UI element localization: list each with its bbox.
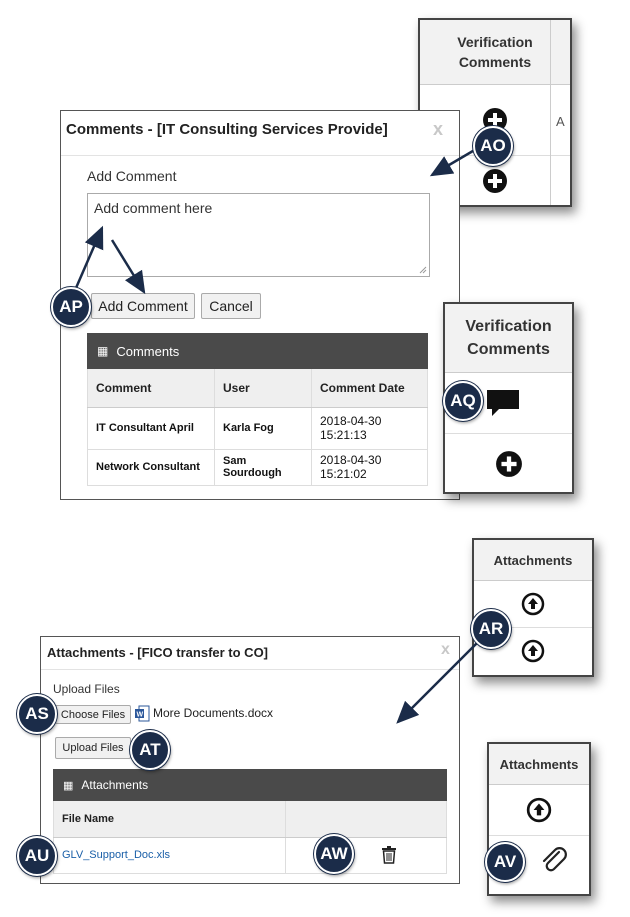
column-header: File Name (54, 801, 286, 837)
comment-cell: IT Consultant April (88, 407, 215, 449)
panel-title: Attachments (81, 778, 149, 792)
table-grid-icon: ▦ (63, 779, 74, 792)
panel-title: Comments (116, 343, 180, 359)
table-grid-icon: ▦ (97, 344, 109, 358)
date-cell: 2018-04-30 15:21:02 (312, 449, 428, 485)
verification-comments-header: Verification Comments (465, 318, 552, 358)
close-icon[interactable]: x (433, 119, 444, 139)
upload-files-button[interactable]: Upload Files (55, 737, 131, 759)
add-comment-button[interactable]: Add Comment (91, 293, 195, 319)
svg-text:W: W (136, 711, 144, 719)
callout-aw: AW (314, 834, 354, 874)
verification-comments-header: Verification Comments (457, 34, 533, 70)
attachments-header: Attachments (493, 552, 573, 568)
column-header: Comment (88, 369, 215, 407)
attachments-header: Attachments (499, 756, 579, 772)
callout-ap: AP (51, 287, 91, 327)
close-icon[interactable]: x (441, 641, 450, 658)
choose-files-button[interactable]: Choose Files (55, 705, 131, 724)
callout-ar: AR (471, 609, 511, 649)
cancel-button[interactable]: Cancel (201, 293, 261, 319)
textarea-text: Add comment here (94, 200, 213, 216)
callout-at: AT (130, 730, 170, 770)
callout-as: AS (17, 694, 57, 734)
add-comment-label: Add Comment (87, 168, 177, 184)
dialog-title: Attachments - [FICO transfer to CO] (47, 645, 269, 660)
user-cell: Karla Fog (215, 407, 312, 449)
column-header: User (215, 369, 312, 407)
callout-av: AV (485, 842, 525, 882)
dialog-title: Comments - [IT Consulting Services Provide] (66, 121, 388, 138)
upload-files-label: Upload Files (53, 682, 120, 696)
partial-cell-text: A (556, 114, 565, 129)
callout-ao: AO (473, 126, 513, 166)
column-header: Comment Date (312, 369, 428, 407)
date-cell: 2018-04-30 15:21:13 (312, 407, 428, 449)
user-cell: Sam Sourdough (215, 449, 312, 485)
file-name-link[interactable]: GLV_Support_Doc.xls (54, 837, 286, 873)
comment-cell: Network Consultant (88, 449, 215, 485)
chosen-file-name: More Documents.docx (153, 706, 274, 720)
callout-au: AU (17, 836, 57, 876)
callout-aq: AQ (443, 381, 483, 421)
